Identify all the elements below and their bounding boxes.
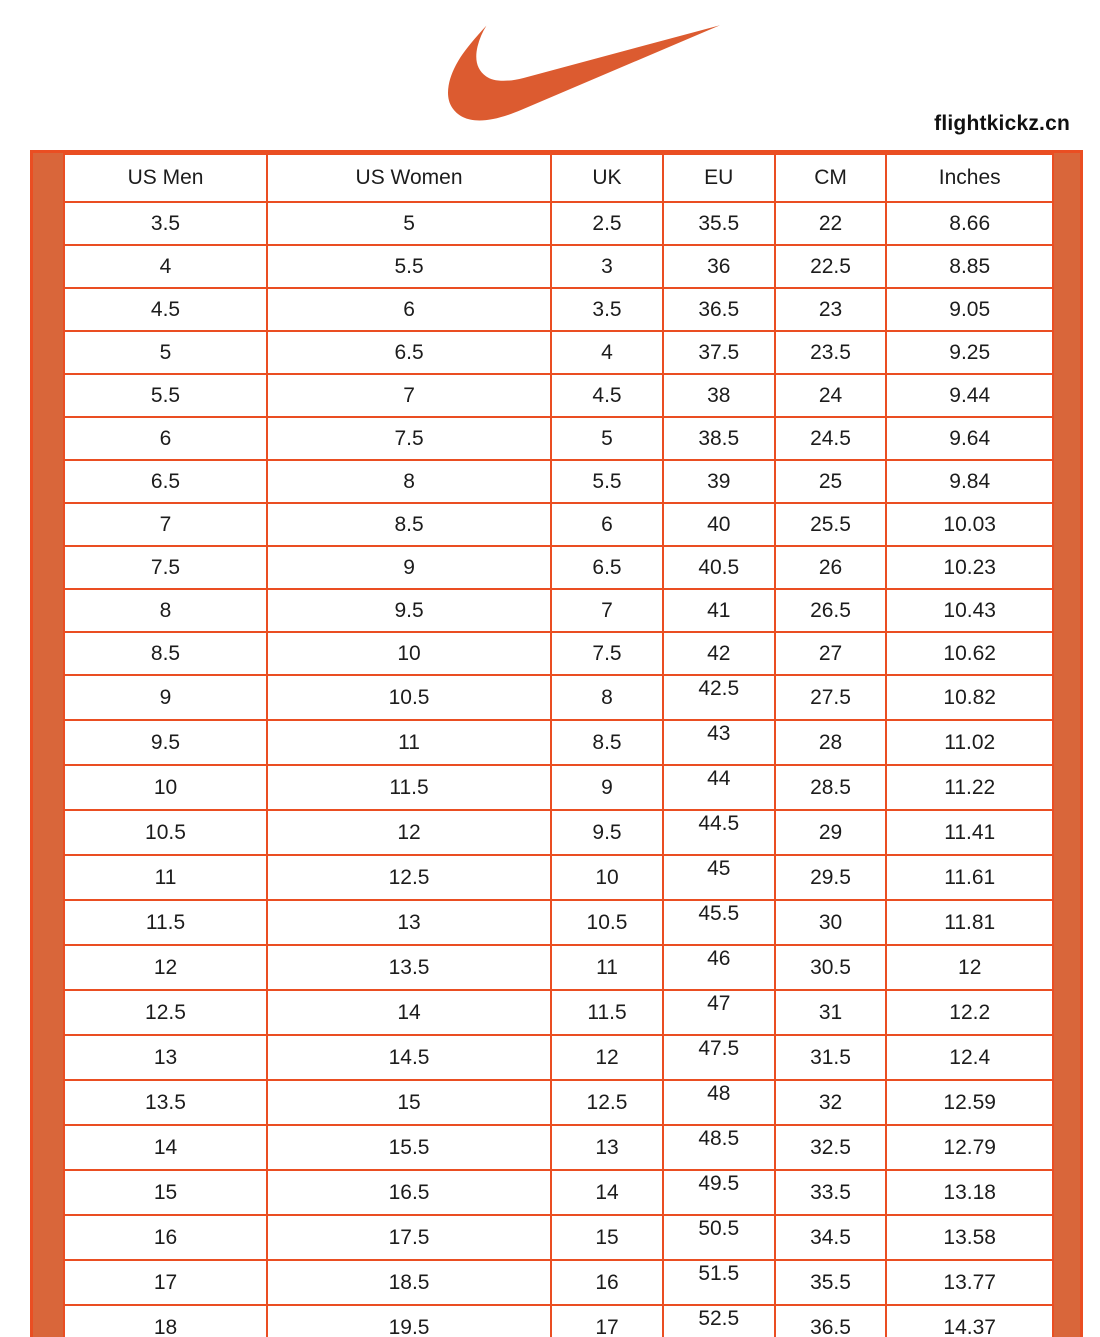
table-cell: 11.5 — [267, 765, 551, 810]
table-cell: 38 — [663, 374, 775, 417]
table-cell: 12 — [267, 810, 551, 855]
table-cell: 14 — [267, 990, 551, 1035]
table-cell: 12.5 — [267, 855, 551, 900]
table-cell: 8.5 — [64, 632, 267, 675]
table-cell: 8.5 — [551, 720, 663, 765]
table-cell: 17 — [551, 1305, 663, 1337]
table-cell: 18.5 — [267, 1260, 551, 1305]
table-row — [64, 900, 1053, 945]
table-cell: 13 — [64, 1035, 267, 1080]
table-cell: 5.5 — [64, 374, 267, 417]
table-cell: 6.5 — [551, 546, 663, 589]
table-cell: 9.25 — [886, 331, 1053, 374]
table-cell: 27.5 — [775, 675, 887, 720]
table-cell: 40.5 — [663, 546, 775, 589]
table-cell: 12 — [64, 945, 267, 990]
nike-logo — [448, 18, 720, 130]
table-row — [64, 1080, 1053, 1125]
table-cell: 11 — [551, 945, 663, 990]
table-cell: 5 — [64, 331, 267, 374]
table-cell: 24 — [775, 374, 887, 417]
table-cell: 9.44 — [886, 374, 1053, 417]
table-cell: 17 — [64, 1260, 267, 1305]
table-cell: 2.5 — [551, 202, 663, 245]
table-cell: 44 — [663, 765, 775, 810]
table-cell: 32.5 — [775, 1125, 887, 1170]
table-cell: 10.82 — [886, 675, 1053, 720]
table-cell: 9.84 — [886, 460, 1053, 503]
table-cell: 14 — [551, 1170, 663, 1215]
table-cell: 8.66 — [886, 202, 1053, 245]
table-cell: 51.5 — [663, 1260, 775, 1305]
table-cell: 18 — [64, 1305, 267, 1337]
table-cell: 33.5 — [775, 1170, 887, 1215]
table-row — [64, 1305, 1053, 1337]
table-row — [64, 1125, 1053, 1170]
table-cell: 10.43 — [886, 589, 1053, 632]
table-cell: 12.59 — [886, 1080, 1053, 1125]
table-cell: 27 — [775, 632, 887, 675]
table-cell: 11 — [267, 720, 551, 765]
table-cell: 32 — [775, 1080, 887, 1125]
table-cell: 11 — [64, 855, 267, 900]
table-cell: 15 — [551, 1215, 663, 1260]
table-cell: 11.81 — [886, 900, 1053, 945]
table-cell: 4 — [551, 331, 663, 374]
column-header-uk: UK — [551, 154, 663, 202]
table-cell: 9.64 — [886, 417, 1053, 460]
table-cell: 19.5 — [267, 1305, 551, 1337]
table-cell: 7 — [267, 374, 551, 417]
table-cell: 9 — [64, 675, 267, 720]
table-cell: 23.5 — [775, 331, 887, 374]
table-cell: 12 — [886, 945, 1053, 990]
table-cell: 13.5 — [267, 945, 551, 990]
table-cell: 6.5 — [64, 460, 267, 503]
table-cell: 13.18 — [886, 1170, 1053, 1215]
table-cell: 16 — [64, 1215, 267, 1260]
table-cell: 25 — [775, 460, 887, 503]
table-cell: 13.58 — [886, 1215, 1053, 1260]
site-name-label: flightkickz.cn — [934, 112, 1070, 135]
table-cell: 29 — [775, 810, 887, 855]
table-row — [64, 1215, 1053, 1260]
table-cell: 4 — [64, 245, 267, 288]
table-cell: 12.5 — [64, 990, 267, 1035]
table-cell: 13 — [267, 900, 551, 945]
table-row — [64, 945, 1053, 990]
table-cell: 3.5 — [64, 202, 267, 245]
table-cell: 35.5 — [775, 1260, 887, 1305]
table-cell: 28 — [775, 720, 887, 765]
table-cell: 5 — [551, 417, 663, 460]
size-table-head — [64, 154, 1053, 202]
size-chart — [30, 150, 1083, 1337]
table-cell: 9 — [551, 765, 663, 810]
column-header-eu: EU — [663, 154, 775, 202]
table-cell: 10.62 — [886, 632, 1053, 675]
table-cell: 39 — [663, 460, 775, 503]
table-cell: 11.5 — [64, 900, 267, 945]
table-row — [64, 632, 1053, 675]
table-cell: 37.5 — [663, 331, 775, 374]
table-row — [64, 1035, 1053, 1080]
table-row — [64, 245, 1053, 288]
table-cell: 8 — [267, 460, 551, 503]
table-cell: 36 — [663, 245, 775, 288]
table-cell: 13.77 — [886, 1260, 1053, 1305]
table-cell: 8.85 — [886, 245, 1053, 288]
table-cell: 12.5 — [551, 1080, 663, 1125]
table-row — [64, 855, 1053, 900]
table-cell: 40 — [663, 503, 775, 546]
table-cell: 12 — [551, 1035, 663, 1080]
table-cell: 29.5 — [775, 855, 887, 900]
table-cell: 14 — [64, 1125, 267, 1170]
column-header-inches: Inches — [886, 154, 1053, 202]
table-cell: 28.5 — [775, 765, 887, 810]
table-cell: 36.5 — [775, 1305, 887, 1337]
table-cell: 10 — [551, 855, 663, 900]
table-cell: 9.5 — [551, 810, 663, 855]
table-cell: 3 — [551, 245, 663, 288]
size-table-body — [64, 202, 1053, 1337]
table-row — [64, 546, 1053, 589]
table-row — [64, 417, 1053, 460]
table-cell: 34.5 — [775, 1215, 887, 1260]
table-cell: 36.5 — [663, 288, 775, 331]
table-cell: 10.5 — [551, 900, 663, 945]
table-cell: 45.5 — [663, 900, 775, 945]
table-cell: 6 — [64, 417, 267, 460]
table-cell: 5.5 — [551, 460, 663, 503]
table-cell: 3.5 — [551, 288, 663, 331]
table-cell: 46 — [663, 945, 775, 990]
table-cell: 8 — [551, 675, 663, 720]
table-cell: 10.5 — [64, 810, 267, 855]
table-cell: 41 — [663, 589, 775, 632]
table-cell: 22 — [775, 202, 887, 245]
table-cell: 16.5 — [267, 1170, 551, 1215]
table-cell: 9.05 — [886, 288, 1053, 331]
table-cell: 16 — [551, 1260, 663, 1305]
table-cell: 7.5 — [267, 417, 551, 460]
table-cell: 42 — [663, 632, 775, 675]
table-row — [64, 720, 1053, 765]
table-row — [64, 374, 1053, 417]
table-row — [64, 503, 1053, 546]
table-row — [64, 1260, 1053, 1305]
table-cell: 4.5 — [64, 288, 267, 331]
table-cell: 8.5 — [267, 503, 551, 546]
table-cell: 14.37 — [886, 1305, 1053, 1337]
table-cell: 6.5 — [267, 331, 551, 374]
table-cell: 48 — [663, 1080, 775, 1125]
table-cell: 9 — [267, 546, 551, 589]
table-row — [64, 675, 1053, 720]
table-cell: 5 — [267, 202, 551, 245]
table-cell: 22.5 — [775, 245, 887, 288]
table-cell: 9.5 — [64, 720, 267, 765]
table-cell: 10 — [64, 765, 267, 810]
table-row — [64, 1170, 1053, 1215]
table-cell: 42.5 — [663, 675, 775, 720]
table-cell: 23 — [775, 288, 887, 331]
table-cell: 11.02 — [886, 720, 1053, 765]
table-cell: 14.5 — [267, 1035, 551, 1080]
table-row — [64, 990, 1053, 1035]
table-cell: 15 — [267, 1080, 551, 1125]
table-cell: 15 — [64, 1170, 267, 1215]
table-cell: 52.5 — [663, 1305, 775, 1337]
table-cell: 10.23 — [886, 546, 1053, 589]
column-header-cm: CM — [775, 154, 887, 202]
table-cell: 6 — [551, 503, 663, 546]
table-cell: 11.22 — [886, 765, 1053, 810]
table-cell: 48.5 — [663, 1125, 775, 1170]
table-cell: 43 — [663, 720, 775, 765]
table-cell: 12.4 — [886, 1035, 1053, 1080]
table-cell: 26 — [775, 546, 887, 589]
table-cell: 25.5 — [775, 503, 887, 546]
table-row — [64, 589, 1053, 632]
table-cell: 35.5 — [663, 202, 775, 245]
table-cell: 50.5 — [663, 1215, 775, 1260]
table-cell: 31 — [775, 990, 887, 1035]
table-cell: 7.5 — [551, 632, 663, 675]
table-cell: 10.5 — [267, 675, 551, 720]
table-row — [64, 331, 1053, 374]
table-row — [64, 288, 1053, 331]
table-cell: 10 — [267, 632, 551, 675]
table-cell: 13.5 — [64, 1080, 267, 1125]
right-accent-strip — [1054, 153, 1080, 1337]
column-header-us-women: US Women — [267, 154, 551, 202]
table-cell: 44.5 — [663, 810, 775, 855]
table-cell: 12.79 — [886, 1125, 1053, 1170]
table-cell: 30 — [775, 900, 887, 945]
size-table — [63, 153, 1054, 1337]
column-header-us-men: US Men — [64, 154, 267, 202]
table-row — [64, 202, 1053, 245]
table-cell: 30.5 — [775, 945, 887, 990]
table-row — [64, 765, 1053, 810]
table-cell: 11.61 — [886, 855, 1053, 900]
table-cell: 9.5 — [267, 589, 551, 632]
table-cell: 31.5 — [775, 1035, 887, 1080]
table-cell: 49.5 — [663, 1170, 775, 1215]
table-cell: 26.5 — [775, 589, 887, 632]
table-cell: 5.5 — [267, 245, 551, 288]
table-cell: 11.5 — [551, 990, 663, 1035]
header-row — [64, 154, 1053, 202]
table-cell: 12.2 — [886, 990, 1053, 1035]
table-cell: 7 — [551, 589, 663, 632]
table-row — [64, 810, 1053, 855]
table-cell: 24.5 — [775, 417, 887, 460]
table-cell: 13 — [551, 1125, 663, 1170]
table-cell: 4.5 — [551, 374, 663, 417]
table-cell: 17.5 — [267, 1215, 551, 1260]
table-cell: 11.41 — [886, 810, 1053, 855]
table-row — [64, 460, 1053, 503]
table-cell: 6 — [267, 288, 551, 331]
table-cell: 38.5 — [663, 417, 775, 460]
table-cell: 10.03 — [886, 503, 1053, 546]
table-cell: 15.5 — [267, 1125, 551, 1170]
table-cell: 45 — [663, 855, 775, 900]
table-cell: 47 — [663, 990, 775, 1035]
table-cell: 7.5 — [64, 546, 267, 589]
table-cell: 47.5 — [663, 1035, 775, 1080]
left-accent-strip — [33, 153, 63, 1337]
nike-swoosh-icon — [448, 18, 720, 130]
table-cell: 7 — [64, 503, 267, 546]
table-cell: 8 — [64, 589, 267, 632]
